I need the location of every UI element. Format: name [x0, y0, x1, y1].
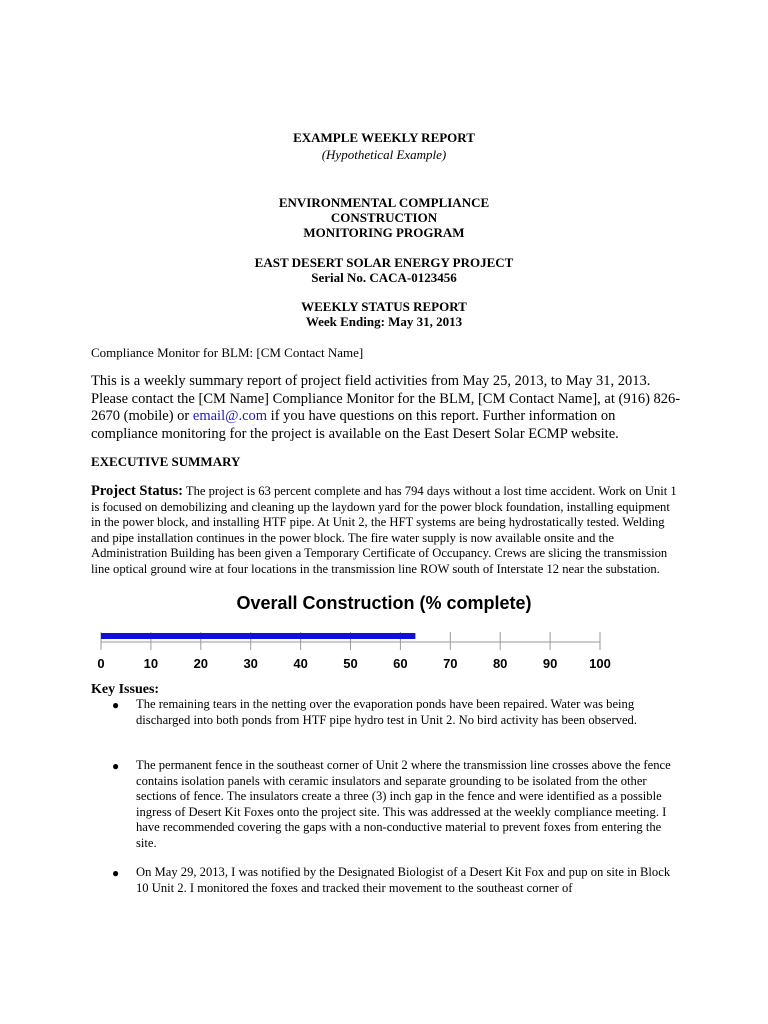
report-subtitle: (Hypothetical Example)	[321, 147, 447, 162]
chart-tick-label: 40	[293, 656, 308, 671]
bullet-1-icon: ●	[112, 698, 120, 712]
chart-tick-label: 10	[143, 656, 159, 671]
key-issues-heading: Key Issues:	[91, 682, 160, 697]
chart-tick-label: 0	[97, 656, 105, 671]
report-type: WEEKLY STATUS REPORT	[301, 299, 467, 314]
bullet-2-icon: ●	[112, 759, 120, 773]
chart-tick-label: 50	[343, 656, 358, 671]
chart-tick-label: 70	[443, 656, 458, 671]
chart-tick-label: 90	[542, 656, 558, 671]
chart-title: Overall Construction (% complete)	[236, 593, 532, 613]
project-status-label: Project Status:	[91, 483, 183, 499]
project-status-paragraph	[91, 484, 681, 577]
chart-tick-label: 100	[589, 656, 611, 671]
intro-text-before: This is a weekly summary report of project field activities from May 25, 2013, to May 31, 2013. Please contact the [CM Name] Compliance Monitor for the BLM, [CM Contact Name], at (916) 826-2670 (mobile) or	[91, 373, 681, 424]
chart-tick-label: 30	[243, 656, 258, 671]
program-line-3: MONITORING PROGRAM	[303, 225, 465, 240]
bullet-3-icon: ●	[112, 866, 120, 880]
program-line-1: ENVIRONMENTAL COMPLIANCE	[278, 195, 490, 210]
report-title: EXAMPLE WEEKLY REPORT	[293, 130, 475, 145]
key-issue-1: The remaining tears in the netting over the evaporation ponds have been repaired. Water was being discharged into both ponds from HTF pipe hydro test in Unit 2. No bird activity has been observed.	[136, 697, 637, 727]
executive-summary-heading: EXECUTIVE SUMMARY	[91, 454, 241, 469]
project-name: EAST DESERT SOLAR ENERGY PROJECT	[254, 255, 514, 270]
program-line-2: CONSTRUCTION	[330, 210, 438, 225]
chart-tick-labels	[97, 656, 610, 671]
chart-tick-label: 20	[193, 656, 209, 671]
chart-tick-label: 80	[492, 656, 508, 671]
serial-number: Serial No. CACA-0123456	[311, 270, 457, 285]
chart-tick-label: 60	[393, 656, 408, 671]
compliance-monitor-line: Compliance Monitor for BLM: [CM Contact Name]	[91, 345, 364, 360]
key-issue-3: On May 29, 2013, I was notified by the Designated Biologist of a Desert Kit Fox and pup on site in Block 10 Unit 2. I monitored the foxes and tracked their movement to the southeast corner of	[136, 865, 671, 895]
key-issue-2: The permanent fence in the southeast corner of Unit 2 where the transmission line crosses above the fence contains isolation panels with ceramic insulators and separate grounding to be isolated from the other sections of fence. The insulators create a three (3) inch gap in the fence and were identified as a possible ingress of Desert Kit Foxes onto the project site. This was addressed at the weekly compliance meeting. I have recommended covering the gaps with a non-conductive material to prevent foxes from entering the site.	[136, 758, 671, 850]
email-link[interactable]: email@.com	[192, 408, 268, 424]
project-status-text: The project is 63 percent complete and has 794 days without a lost time accident. Work on Unit 1 is focused on demobilizing and cleaning up the laydown yard for the power block foundation, installing equipment in the power block, and installing HTF pipe. At Unit 2, the HFT systems are being hydrostatically tested. Welding and pipe installation continues in the power block. The fire water supply is now available onsite and the Administration Building has been given a Temporary Certificate of Occupancy. Crews are slicing the transmission line optical ground wire at four locations in the transmission line ROW south of Interstate 12 near the substation.	[91, 484, 677, 576]
week-ending: Week Ending: May 31, 2013	[305, 314, 463, 329]
construction-progress-chart	[0, 620, 768, 680]
intro-paragraph	[91, 373, 681, 443]
progress-bar	[101, 633, 415, 639]
intro-text-after: if you have questions on this report. Further information on compliance monitoring for the project is available on the East Desert Solar ECMP website.	[91, 408, 619, 442]
